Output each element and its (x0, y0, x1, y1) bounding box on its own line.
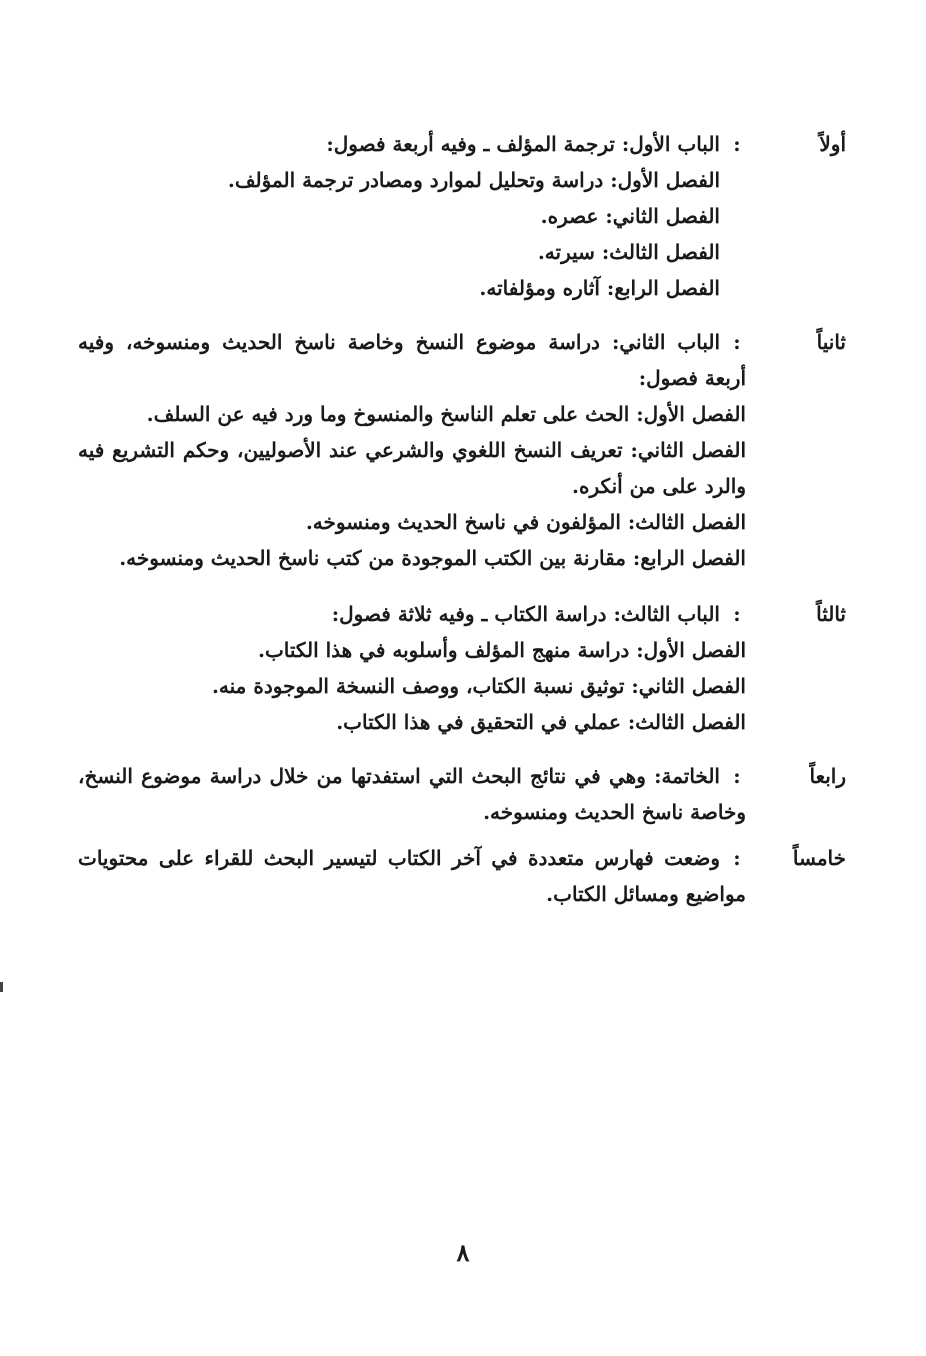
chapter-item: الفصل الثالث: عملي في التحقيق في هذا الكتاب. (336, 710, 746, 734)
section-body (78, 758, 746, 830)
section-colon: : (733, 132, 741, 156)
chapter-item: الفصل الثاني: توثيق نسبة الكتاب، ووصف النسخة الموجودة منه. (211, 674, 746, 698)
section-title: الباب الثاني: دراسة موضوع النسخ وخاصة ناسخ الحديث ومنسوخه، وفيه أربعة فصول: (78, 330, 746, 390)
section-label: ثانياً (816, 330, 846, 354)
section-body (78, 840, 746, 912)
section-body (78, 596, 746, 740)
chapter-item: الفصل الثاني: عصره. (540, 204, 720, 228)
section-colon: : (733, 764, 741, 788)
chapter-item: الفصل الرابع: آثاره ومؤلفاته. (479, 276, 720, 300)
section-label: ثالثاً (816, 602, 846, 626)
section-colon: : (733, 846, 741, 870)
chapter-item: الفصل الرابع: مقارنة بين الكتب الموجودة من كتب ناسخ الحديث ومنسوخه. (119, 546, 746, 570)
chapter-item: الفصل الثالث: سيرته. (537, 240, 720, 264)
section-fifth (78, 840, 846, 912)
section-title: وضعت فهارس متعددة في آخر الكتاب لتيسير البحث للقراء على محتويات مواضيع ومسائل الكتاب. (78, 846, 746, 906)
chapter-item: الفصل الثالث: المؤلفون في ناسخ الحديث ومنسوخه. (305, 510, 746, 534)
section-title: الخاتمة: وهي في نتائج البحث التي استفدتها من خلال دراسة موضوع النسخ، وخاصة ناسخ الحديث ومنسوخه. (78, 764, 746, 824)
section-title: الباب الأول: ترجمة المؤلف ـ وفيه أربعة فصول: (326, 132, 720, 156)
section-title-line (78, 324, 746, 396)
section-colon: : (733, 602, 741, 626)
section-body (78, 324, 746, 576)
section-title-line (78, 840, 746, 912)
section-body (78, 126, 746, 306)
chapter-item: الفصل الأول: دراسة وتحليل لموارد ومصادر ترجمة المؤلف. (227, 168, 720, 192)
section-title: الباب الثالث: دراسة الكتاب ـ وفيه ثلاثة فصول: (331, 602, 720, 626)
section-label: أولاً (819, 132, 846, 156)
section-second (78, 324, 846, 576)
chapter-item: الفصل الثاني: تعريف النسخ اللغوي والشرعي عند الأصوليين، وحكم التشريع فيه والرد على من أنكره. (78, 438, 746, 498)
section-fourth (78, 758, 846, 830)
section-colon: : (733, 330, 741, 354)
section-title-line (78, 596, 746, 632)
section-first (78, 126, 846, 306)
section-title-line (78, 758, 746, 830)
section-label: خامساً (792, 846, 846, 870)
page-number: ٨ (456, 1238, 470, 1267)
section-title-line (78, 126, 746, 162)
chapter-item: الفصل الأول: دراسة منهج المؤلف وأسلوبه في هذا الكتاب. (258, 638, 746, 662)
section-label: رابعاً (809, 764, 846, 788)
scan-edge-mark (0, 982, 3, 992)
section-third (78, 596, 846, 740)
chapter-item: الفصل الأول: الحث على تعلم الناسخ والمنسوخ وما ورد فيه عن السلف. (146, 402, 746, 426)
